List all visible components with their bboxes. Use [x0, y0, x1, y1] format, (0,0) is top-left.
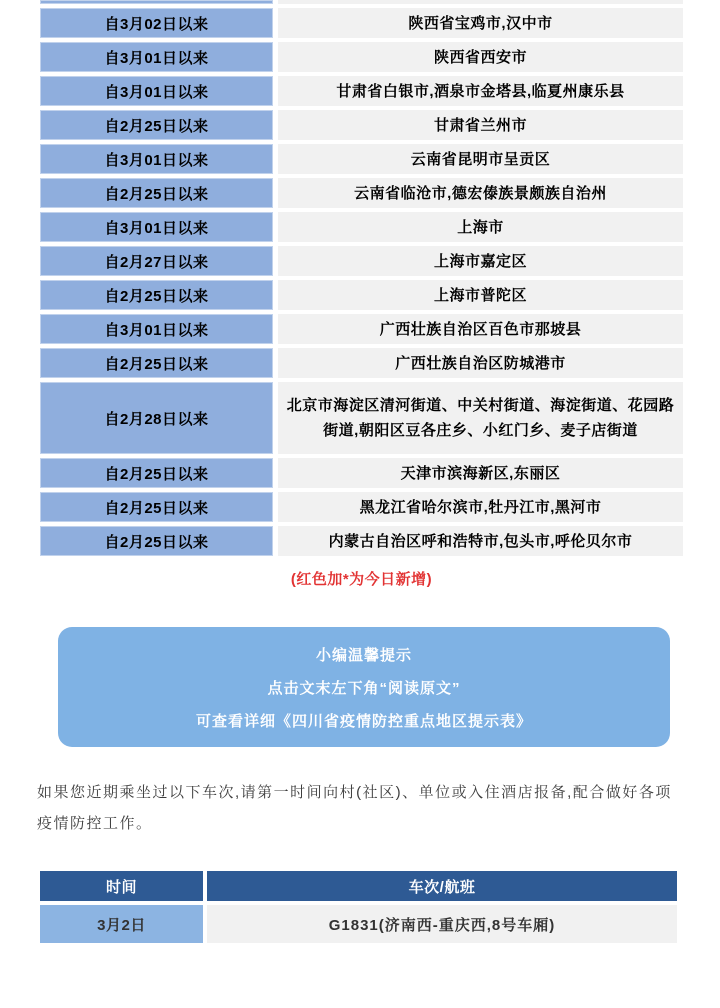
- table-row: [40, 76, 683, 106]
- area-cell: 甘肃省兰州市: [278, 110, 683, 140]
- date-cell: 自3月01日以来: [40, 314, 273, 344]
- area-cell: 黑龙江省哈尔滨市,牡丹江市,黑河市: [278, 492, 683, 522]
- area-cell: 内蒙古自治区呼和浩特市,包头市,呼伦贝尔市: [278, 526, 683, 556]
- table-row: [40, 246, 683, 276]
- area-cell: 上海市普陀区: [278, 280, 683, 310]
- area-cell: 北京市海淀区清河街道、中关村街道、海淀街道、花园路街道,朝阳区豆各庄乡、小红门乡、麦子店街道: [278, 382, 683, 454]
- table-row: [40, 8, 683, 38]
- tip-line-detail: 可查看详细《四川省疫情防控重点地区提示表》: [195, 712, 532, 730]
- header-trip: 车次/航班: [207, 871, 677, 901]
- date-cell: 自2月25日以来: [40, 110, 273, 140]
- area-cell: 陕西省西安市: [278, 42, 683, 72]
- table-row: [40, 110, 683, 140]
- table-row: [40, 144, 683, 174]
- date-cell: 自2月25日以来: [40, 280, 273, 310]
- date-cell: 自3月02日以来: [40, 8, 273, 38]
- area-cell-partial: [278, 0, 683, 4]
- area-cell: 天津市滨海新区,东丽区: [278, 458, 683, 488]
- trip-cell: G1831(济南西-重庆西,8号车厢): [207, 905, 677, 943]
- area-cell: 云南省昆明市呈贡区: [278, 144, 683, 174]
- trip-table-row: [40, 905, 677, 943]
- table-row: [40, 280, 683, 310]
- table-row-partial: [40, 0, 683, 4]
- area-cell: 云南省临沧市,德宏傣族景颇族自治州: [278, 178, 683, 208]
- date-cell: 自2月28日以来: [40, 382, 273, 454]
- notice-paragraph: 如果您近期乘坐过以下车次,请第一时间向村(社区)、单位或入住酒店报备,配合做好各项疫情防控工作。: [37, 784, 672, 832]
- date-cell: 自3月01日以来: [40, 76, 273, 106]
- date-cell: 自2月25日以来: [40, 526, 273, 556]
- risk-area-table: [40, 0, 683, 556]
- table-row: [40, 178, 683, 208]
- date-cell: 自2月25日以来: [40, 178, 273, 208]
- date-cell: 自3月01日以来: [40, 212, 273, 242]
- table-row: [40, 492, 683, 522]
- date-cell-partial: [40, 0, 273, 4]
- area-cell: 上海市嘉定区: [278, 246, 683, 276]
- area-cell: 甘肃省白银市,酒泉市金塔县,临夏州康乐县: [278, 76, 683, 106]
- table-row-beijing: [40, 382, 683, 454]
- trip-table-header-row: [40, 871, 677, 901]
- table-row: [40, 212, 683, 242]
- trip-table: [40, 871, 677, 943]
- table-row: [40, 348, 683, 378]
- table-row: [40, 314, 683, 344]
- tip-line-title: 小编温馨提示: [315, 646, 412, 664]
- date-cell: 自2月25日以来: [40, 492, 273, 522]
- header-time: 时间: [40, 871, 203, 901]
- date-cell: 自3月01日以来: [40, 144, 273, 174]
- tip-line-action: 点击文末左下角“阅读原文”: [267, 679, 461, 697]
- date-cell: 自2月25日以来: [40, 348, 273, 378]
- date-cell: 自3月01日以来: [40, 42, 273, 72]
- area-cell: 陕西省宝鸡市,汉中市: [278, 8, 683, 38]
- table-row: [40, 526, 683, 556]
- editor-tip-box: [58, 627, 670, 747]
- table-row: [40, 458, 683, 488]
- date-cell: 自2月25日以来: [40, 458, 273, 488]
- date-cell: 自2月27日以来: [40, 246, 273, 276]
- area-cell: 广西壮族自治区防城港市: [278, 348, 683, 378]
- time-cell: 3月2日: [40, 905, 203, 943]
- table-row: [40, 42, 683, 72]
- area-cell: 广西壮族自治区百色市那坡县: [278, 314, 683, 344]
- area-cell: 上海市: [278, 212, 683, 242]
- red-new-additions-note: (红色加*为今日新增): [290, 571, 433, 588]
